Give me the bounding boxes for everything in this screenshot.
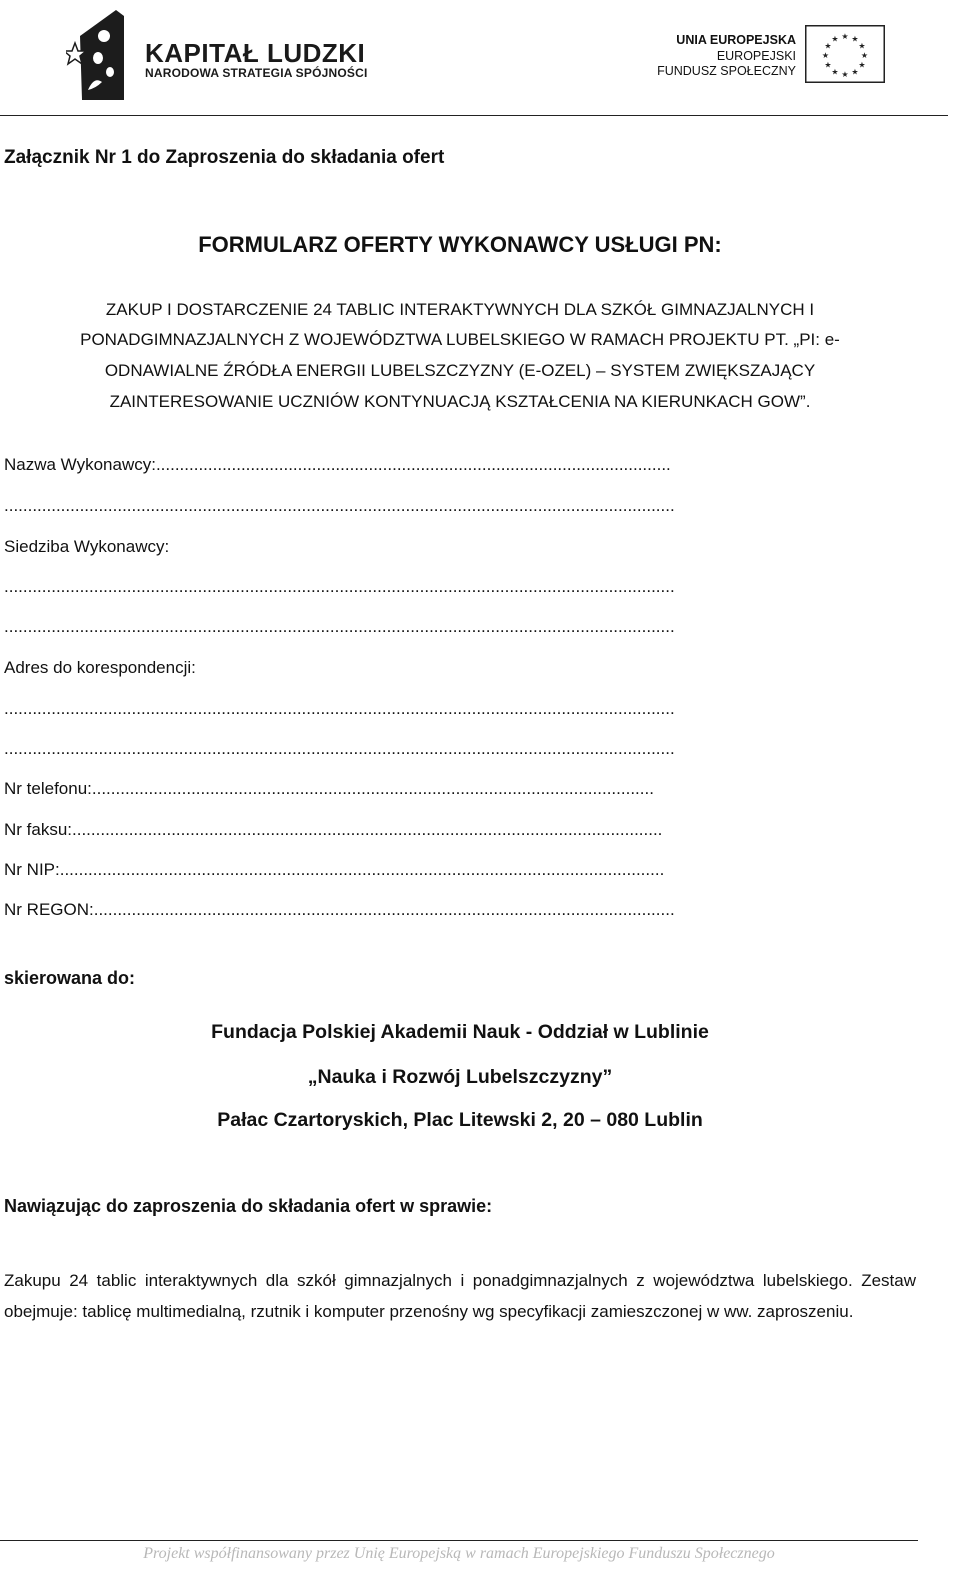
svg-text:★: ★ [858,60,866,70]
footer-text: Projekt współfinansowany przez Unię Europejską w ramach Europejskiego Funduszu Społecznego [143,1545,775,1562]
contractor-seat-label: Siedziba Wykonawcy: [4,537,170,556]
phone-field[interactable]: Nr telefonu:....................................................................................................................... [4,779,654,798]
addressed-to-label: skierowana do: [4,968,136,988]
svg-text:★: ★ [858,41,866,51]
recipient-org: „Nauka i Rozwój Lubelszczyzny” [307,1066,613,1088]
offer-subject-paragraph: Zakupu 24 tablic interaktywnych dla szkół gimnazjalnych i ponadgimnazjalnych z województwa lubelskiego. Zestaw obejmuje: tablicę multimedialną, rzutnik i komputer przenośny wg specyfikacji zamieszczonej w ww. zaproszeniu. [4,1271,916,1321]
eu-logo-line2: EUROPEJSKI [716,49,796,63]
subject-line: ZAKUP I DOSTARCZENIE 24 TABLIC INTERAKTYWNYCH DLA SZKÓŁ GIMNAZJALNYCH I [105,300,815,319]
contractor-name-field[interactable]: Nazwa Wykonawcy:............................................................................................................. [4,455,671,474]
eu-logo-line1: UNIA EUROPEJSKA [676,33,796,47]
subject-line: PONADGIMNAZJALNYCH Z WOJEWÓDZTWA LUBELSKIEGO W RAMACH PROJEKTU PT. „PI: e- [80,330,840,349]
footer-divider [0,1540,918,1541]
svg-text:★: ★ [821,51,830,60]
subject-line: ODNAWIALNE ŹRÓDŁA ENERGII LUBELSZCZYZNY (E-OZEL) – SYSTEM ZWIĘKSZAJĄCY [104,361,816,380]
svg-text:★: ★ [851,34,859,44]
svg-text:★: ★ [831,34,839,44]
correspondence-address-line[interactable]: .............................................................................................................................................. [4,739,675,758]
subject-line: ZAINTERESOWANIE UCZNIÓW KONTYNUACJĄ KSZTAŁCENIA NA KIERUNKACH GOW”. [109,392,811,411]
kapital-ludzki-logo-icon [66,10,128,100]
attachment-label: Załącznik Nr 1 do Zaproszenia do składania ofert [4,147,445,168]
kapital-ludzki-title: KAPITAŁ LUDZKI [145,38,366,68]
correspondence-address-line[interactable]: .............................................................................................................................................. [4,699,675,718]
svg-text:★: ★ [841,32,849,41]
fax-field[interactable]: Nr faksu:............................................................................................................................. [4,820,663,839]
contractor-name-continuation[interactable]: .............................................................................................................................................. [4,496,675,515]
contractor-seat-line[interactable]: .............................................................................................................................................. [4,617,675,636]
header-divider [0,115,948,116]
svg-text:★: ★ [860,51,869,60]
eu-logo-line3: FUNDUSZ SPOŁECZNY [657,64,796,78]
form-title: FORMULARZ OFERTY WYKONAWCY USŁUGI PN: [198,232,722,257]
kapital-ludzki-subtitle: NARODOWA STRATEGIA SPÓJNOŚCI [145,66,368,80]
nip-field[interactable]: Nr NIP:................................................................................................................................ [4,860,665,879]
svg-text:★: ★ [841,70,849,79]
recipient-name: Fundacja Polskiej Akademii Nauk - Oddział w Lublinie [211,1021,709,1043]
svg-text:★: ★ [851,67,859,77]
svg-text:★: ★ [831,67,839,77]
eu-flag-icon [805,25,885,83]
correspondence-address-label: Adres do korespondencji: [4,658,196,677]
regon-field[interactable]: Nr REGON:........................................................................................................................... [4,900,675,919]
svg-text:★: ★ [824,60,832,70]
svg-text:★: ★ [824,41,832,51]
referring-label: Nawiązując do zaproszenia do składania ofert w sprawie: [4,1196,493,1216]
recipient-address: Pałac Czartoryskich, Plac Litewski 2, 20 – 080 Lublin [217,1109,703,1131]
contractor-seat-line[interactable]: .............................................................................................................................................. [4,577,675,596]
